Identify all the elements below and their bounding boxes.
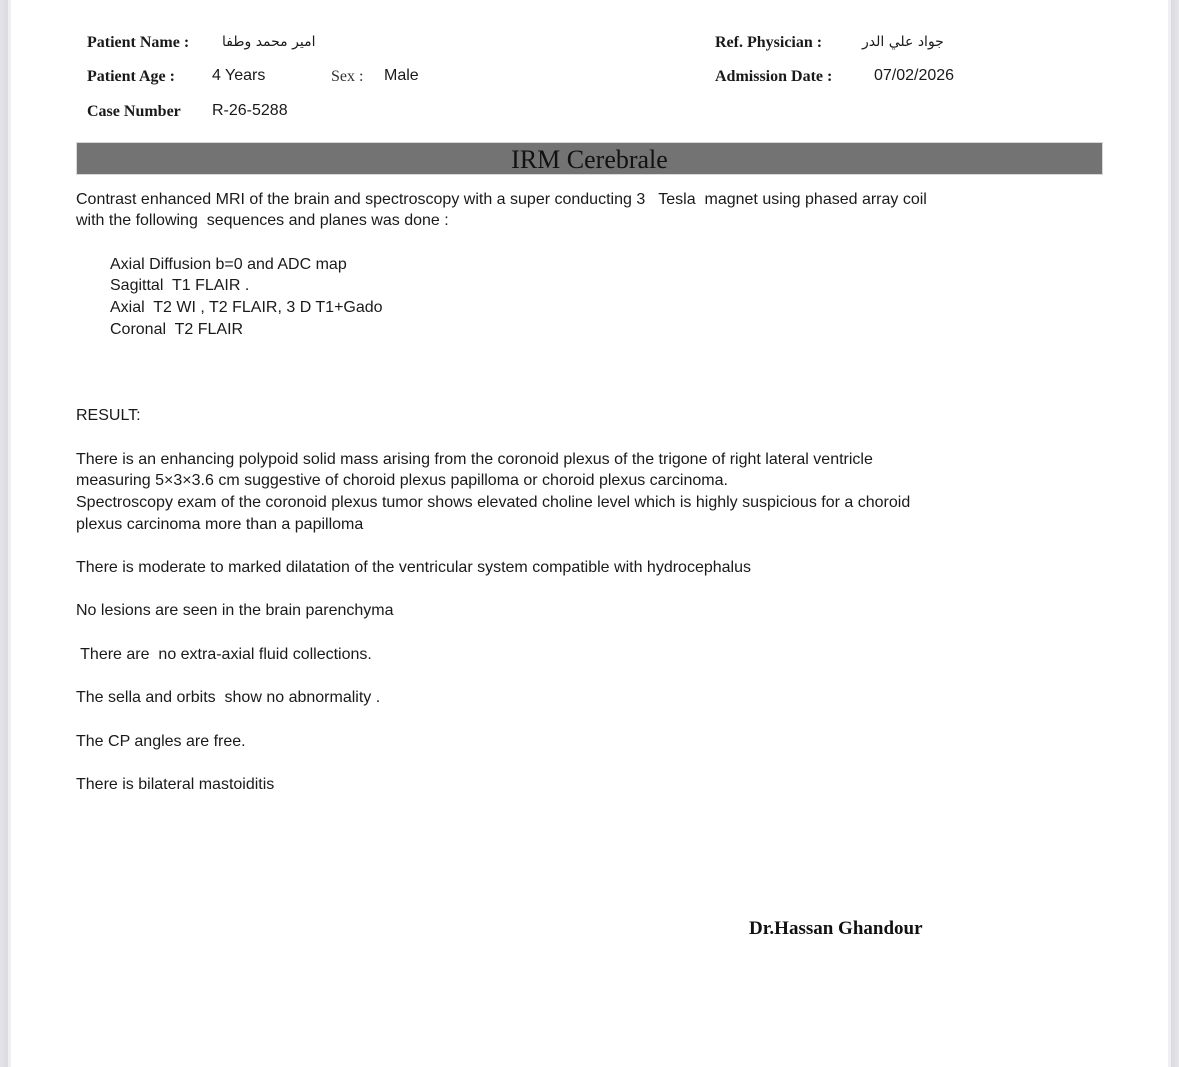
- admission-date-value: 07/02/2026: [874, 67, 955, 84]
- ref-physician-value: جواد علي الدر: [862, 34, 944, 50]
- physician-signature: Dr.Hassan Ghandour: [749, 918, 923, 939]
- intro-line-1: Contrast enhanced MRI of the brain and spectroscopy with a super conducting 3 Tesla magnet using phased array coil: [76, 191, 927, 208]
- finding-line: Spectroscopy exam of the coronoid plexus tumor shows elevated choline level which is highly suspicious for a choroid: [76, 494, 911, 511]
- intro-line-2: with the following sequences and planes was done :: [76, 212, 449, 229]
- finding-item: There is bilateral mastoiditis: [76, 776, 275, 793]
- finding-item: No lesions are seen in the brain parenchyma: [76, 602, 394, 619]
- sequence-item: Sagittal T1 FLAIR .: [110, 277, 250, 294]
- right-page-gutter: [1171, 0, 1179, 1067]
- admission-date-label: Admission Date :: [715, 68, 833, 85]
- finding-item: The CP angles are free.: [76, 733, 246, 750]
- finding-item: There is moderate to marked dilatation of the ventricular system compatible with hydrocephalus: [76, 559, 751, 576]
- case-number-value: R-26-5288: [212, 102, 288, 119]
- finding-line: There is an enhancing polypoid solid mass arising from the coronoid plexus of the trigone of right lateral ventricle: [76, 451, 873, 468]
- patient-age-value: 4 Years: [212, 67, 266, 84]
- result-heading: RESULT:: [76, 407, 141, 424]
- patient-age-label: Patient Age :: [87, 68, 175, 85]
- report-title-bar: [76, 142, 1103, 175]
- finding-line: plexus carcinoma more than a papilloma: [76, 516, 364, 533]
- finding-line: measuring 5×3×3.6 cm suggestive of choroid plexus papilloma or choroid plexus carcinoma.: [76, 472, 728, 489]
- left-page-gutter: [0, 0, 8, 1067]
- sequence-item: Axial T2 WI , T2 FLAIR, 3 D T1+Gado: [110, 299, 383, 316]
- ref-physician-label: Ref. Physician :: [715, 34, 823, 51]
- sex-label: Sex :: [331, 68, 364, 85]
- sex-value: Male: [384, 67, 419, 84]
- finding-item: The sella and orbits show no abnormality .: [76, 689, 381, 706]
- patient-name-label: Patient Name :: [87, 34, 190, 51]
- case-number-label: Case Number: [87, 103, 181, 120]
- report-title: IRM Cerebrale: [511, 145, 668, 174]
- sequence-item: Axial Diffusion b=0 and ADC map: [110, 256, 347, 273]
- finding-item: There are no extra-axial fluid collections.: [76, 646, 372, 663]
- report-page: [11, 0, 1168, 1067]
- patient-name-value: امير محمد وطفا: [222, 34, 316, 50]
- sequence-item: Coronal T2 FLAIR: [110, 321, 244, 338]
